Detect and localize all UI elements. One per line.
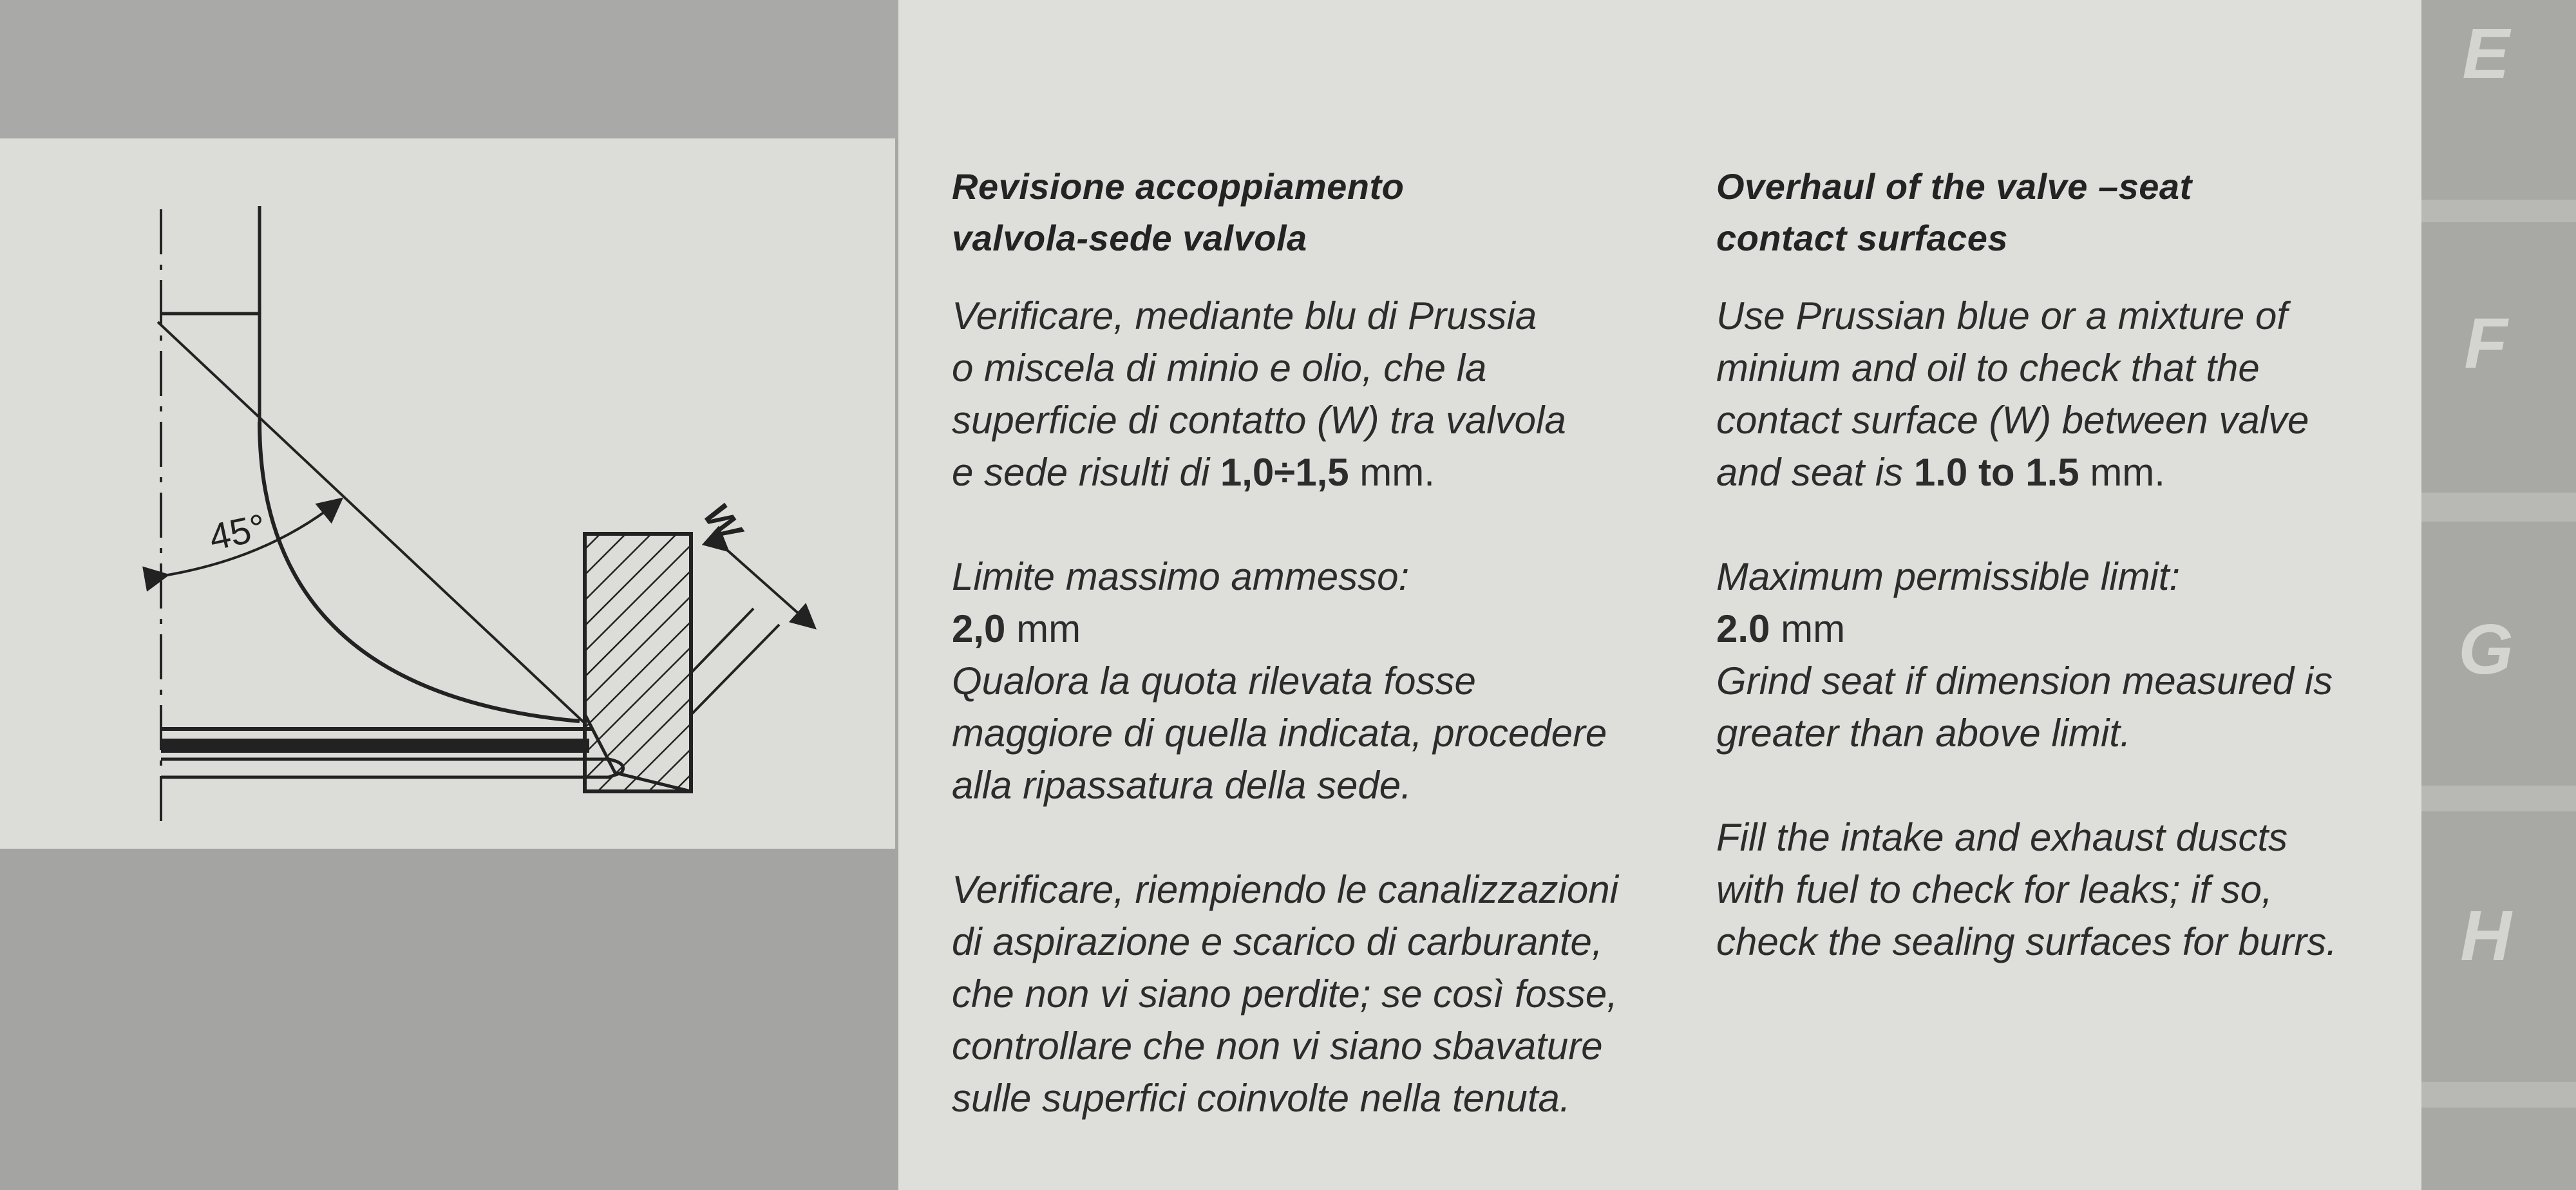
italian-p1-last-line (952, 446, 1712, 498)
italian-limit-label: Limite massimo ammesso: (952, 555, 1410, 598)
english-heading-line2: contact surfaces (1716, 218, 2009, 258)
english-limit-value: 2.0 (1716, 607, 1770, 650)
english-p2-line: Grind seat if dimension measured is (1716, 659, 2333, 703)
italian-paragraph-2 (952, 655, 1712, 811)
english-p3-line: with fuel to check for leaks; if so, (1716, 868, 2273, 911)
italian-p1-suffix: mm. (1349, 451, 1435, 494)
italian-p1-line: o miscela di minio e olio, che la (952, 346, 1487, 390)
width-label: W (695, 496, 750, 549)
italian-contact-width-value: 1,0÷1,5 (1220, 451, 1349, 494)
english-paragraph-2 (1716, 655, 2425, 759)
english-limit-line (1716, 603, 2425, 655)
english-p1-line: Use Prussian blue or a mixture of (1716, 294, 2288, 337)
italian-p3-line: sulle superfici coinvolte nella tenuta. (952, 1077, 1571, 1120)
italian-p1-line: superficie di contatto (W) tra valvola (952, 399, 1566, 442)
italian-paragraph-1 (952, 290, 1712, 498)
english-heading-line1: Overhaul of the valve –seat (1716, 166, 2192, 207)
italian-p3-line: Verificare, riempiendo le canalizzazioni (952, 868, 1618, 911)
italian-column (952, 161, 1712, 1124)
english-p3-line: check the sealing surfaces for burrs. (1716, 920, 2337, 963)
english-p1-line: contact surface (W) between valve (1716, 399, 2309, 442)
tab-letter-g: G (2458, 610, 2514, 689)
tab-letter-f: F (2464, 304, 2508, 383)
background-bottom-left (0, 849, 898, 1190)
italian-heading-line1: Revisione accoppiamento (952, 166, 1405, 207)
italian-p2-line: alla ripassatura della sede. (952, 764, 1412, 807)
italian-limit-unit: mm (1005, 607, 1081, 650)
english-paragraph-3 (1716, 811, 2425, 968)
tab-letter-e: E (2462, 14, 2510, 93)
italian-p3-line: che non vi siano perdite; se così fosse, (952, 972, 1618, 1015)
english-p1-line: minium and oil to check that the (1716, 346, 2260, 390)
valve-seat-diagram (0, 138, 895, 849)
valve-seat-block (585, 534, 691, 791)
valve-disc (161, 739, 589, 753)
italian-p2-line: Qualora la quota rilevata fosse (952, 659, 1476, 703)
valve-head-curve (260, 422, 580, 721)
english-p1-suffix: mm. (2079, 451, 2165, 494)
width-dimension-arrow (728, 551, 815, 628)
english-limit-unit: mm (1770, 607, 1846, 650)
italian-heading (952, 161, 1712, 264)
english-p1-last-line (1716, 446, 2425, 498)
italian-p1-prefix: e sede risulti di (952, 451, 1220, 494)
thumb-tab-next (2421, 1108, 2576, 1190)
italian-paragraph-3 (952, 864, 1712, 1124)
english-p1-prefix: and seat is (1716, 451, 1914, 494)
angle-label: 45° (205, 505, 270, 559)
english-heading (1716, 161, 2425, 264)
italian-limit-value: 2,0 (952, 607, 1006, 650)
english-column (1716, 161, 2425, 968)
italian-limit-line (952, 603, 1712, 655)
english-contact-width-value: 1.0 to 1.5 (1913, 451, 2079, 494)
figure-panel (0, 138, 895, 849)
italian-p3-line: controllare che non vi siano sbavature (952, 1025, 1603, 1068)
italian-p1-line: Verificare, mediante blu di Prussia (952, 294, 1537, 337)
italian-p3-line: di aspirazione e scarico di carburante, (952, 920, 1603, 963)
italian-limit (952, 551, 1712, 655)
background-top-left (0, 0, 898, 138)
english-p2-line: greater than above limit. (1716, 712, 2131, 755)
english-limit (1716, 551, 2425, 655)
italian-p2-line: maggiore di quella indicata, procedere (952, 712, 1607, 755)
english-p3-line: Fill the intake and exhaust duscts (1716, 816, 2288, 859)
italian-heading-line2: valvola-sede valvola (952, 218, 1307, 258)
tab-letter-h: H (2460, 896, 2512, 976)
english-limit-label: Maximum permissible limit: (1716, 555, 2181, 598)
english-paragraph-1 (1716, 290, 2425, 498)
